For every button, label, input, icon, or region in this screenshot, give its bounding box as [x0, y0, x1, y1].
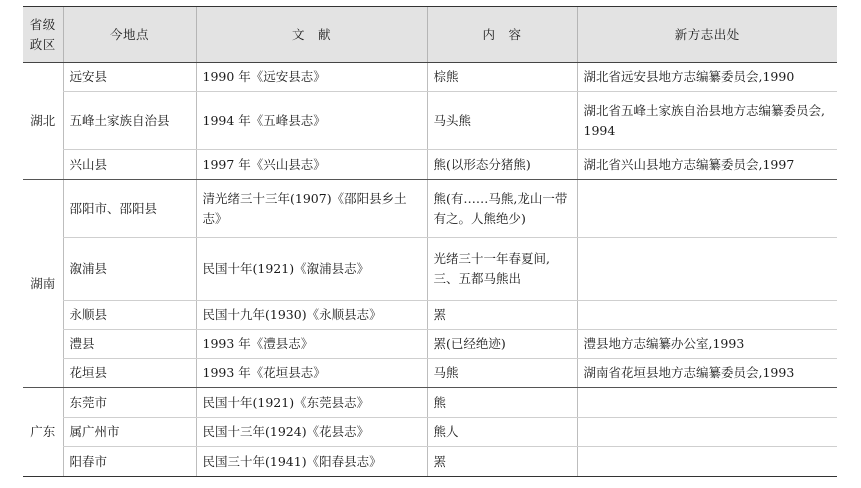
table-row — [23, 238, 837, 301]
province-cell: 湖北 — [23, 63, 63, 180]
place-cell: 属广州市 — [63, 418, 196, 447]
header-province — [23, 7, 63, 63]
place-cell: 永顺县 — [63, 301, 196, 330]
table-row — [23, 92, 837, 150]
place-cell: 兴山县 — [63, 150, 196, 180]
header-literature: 文 献 — [196, 7, 427, 63]
content-cell: 熊(有……马熊,龙山一带有之。人熊绝少) — [427, 180, 577, 238]
source-cell: 澧县地方志编纂办公室,1993 — [577, 330, 837, 359]
source-cell — [577, 447, 837, 477]
place-cell: 邵阳市、邵阳县 — [63, 180, 196, 238]
table-body — [23, 63, 837, 477]
literature-cell: 1997 年《兴山县志》 — [196, 150, 427, 180]
content-cell: 罴 — [427, 447, 577, 477]
place-cell: 澧县 — [63, 330, 196, 359]
place-cell: 东莞市 — [63, 388, 196, 418]
content-cell: 熊 — [427, 388, 577, 418]
header-content: 内 容 — [427, 7, 577, 63]
gazetteer-bear-records-table — [23, 6, 837, 477]
source-cell: 湖北省五峰土家族自治县地方志编纂委员会,1994 — [577, 92, 837, 150]
literature-cell: 民国三十年(1941)《阳春县志》 — [196, 447, 427, 477]
table-row — [23, 330, 837, 359]
header-row — [23, 7, 837, 63]
source-cell — [577, 301, 837, 330]
literature-cell: 1993 年《澧县志》 — [196, 330, 427, 359]
place-cell: 阳春市 — [63, 447, 196, 477]
literature-cell: 民国十年(1921)《东莞县志》 — [196, 388, 427, 418]
source-cell — [577, 418, 837, 447]
content-cell: 马熊 — [427, 359, 577, 388]
content-cell: 熊(以形态分猪熊) — [427, 150, 577, 180]
literature-cell: 民国十年(1921)《溆浦县志》 — [196, 238, 427, 301]
province-cell: 广东 — [23, 388, 63, 477]
header-place: 今地点 — [63, 7, 196, 63]
content-cell: 熊人 — [427, 418, 577, 447]
table-row — [23, 63, 837, 92]
table-header — [23, 7, 837, 63]
literature-cell: 1994 年《五峰县志》 — [196, 92, 427, 150]
source-cell — [577, 238, 837, 301]
place-cell: 远安县 — [63, 63, 196, 92]
content-cell: 马头熊 — [427, 92, 577, 150]
source-cell: 湖北省远安县地方志编纂委员会,1990 — [577, 63, 837, 92]
literature-cell: 1993 年《花垣县志》 — [196, 359, 427, 388]
table-row — [23, 180, 837, 238]
table-row — [23, 301, 837, 330]
table-row — [23, 359, 837, 388]
table-row — [23, 447, 837, 477]
province-cell: 湖南 — [23, 180, 63, 388]
table-row — [23, 150, 837, 180]
source-cell: 湖北省兴山县地方志编纂委员会,1997 — [577, 150, 837, 180]
table-row — [23, 418, 837, 447]
source-cell — [577, 388, 837, 418]
source-cell: 湖南省花垣县地方志编纂委员会,1993 — [577, 359, 837, 388]
literature-cell: 清光绪三十三年(1907)《邵阳县乡土志》 — [196, 180, 427, 238]
place-cell: 五峰土家族自治县 — [63, 92, 196, 150]
content-cell: 光绪三十一年春夏间,三、五都马熊出 — [427, 238, 577, 301]
content-cell: 罴 — [427, 301, 577, 330]
literature-cell: 民国十九年(1930)《永顺县志》 — [196, 301, 427, 330]
place-cell: 溆浦县 — [63, 238, 196, 301]
literature-cell: 民国十三年(1924)《花县志》 — [196, 418, 427, 447]
table-row — [23, 388, 837, 418]
header-source: 新方志出处 — [577, 7, 837, 63]
literature-cell: 1990 年《远安县志》 — [196, 63, 427, 92]
content-cell: 罴(已经绝迹) — [427, 330, 577, 359]
source-cell — [577, 180, 837, 238]
header-province-line1: 省级 — [29, 16, 56, 32]
header-province-line2: 政区 — [29, 36, 56, 52]
content-cell: 棕熊 — [427, 63, 577, 92]
place-cell: 花垣县 — [63, 359, 196, 388]
